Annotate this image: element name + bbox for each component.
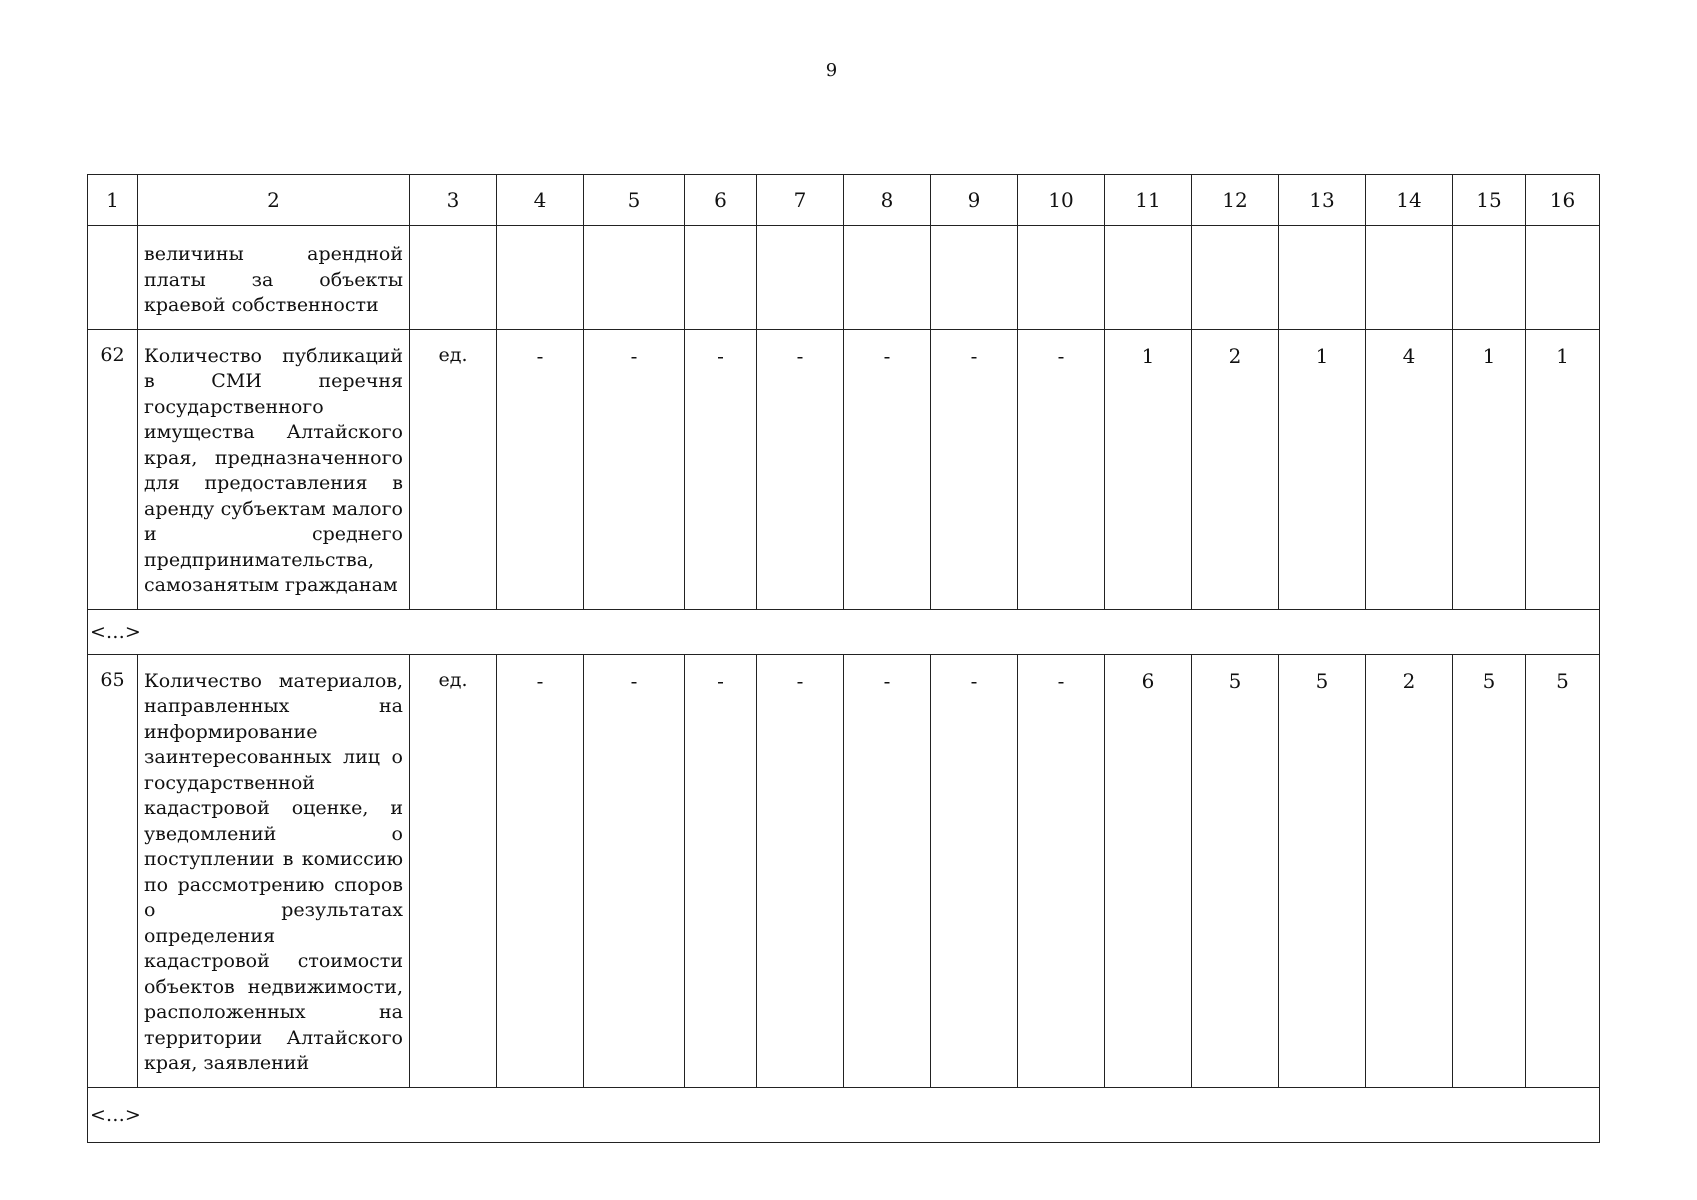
value-cell: -: [844, 654, 931, 1087]
row-number: 65: [88, 654, 138, 1087]
value-cell: -: [584, 654, 685, 1087]
empty-cell: [685, 226, 757, 330]
column-header: 13: [1279, 175, 1366, 226]
page-number: 9: [825, 60, 838, 81]
row-number-cell: [88, 226, 138, 330]
continuation-row: [88, 226, 1600, 330]
omission-marker: <…>: [88, 1087, 1600, 1142]
value-cell: -: [685, 329, 757, 609]
value-cell: -: [497, 329, 584, 609]
empty-cell: [1105, 226, 1192, 330]
empty-cell: [844, 226, 931, 330]
table-row: [88, 329, 1600, 609]
empty-cell: [584, 226, 685, 330]
empty-cell: [1526, 226, 1600, 330]
value-cell: 6: [1105, 654, 1192, 1087]
column-header: 12: [1192, 175, 1279, 226]
value-cell: -: [931, 654, 1018, 1087]
column-header: 7: [757, 175, 844, 226]
value-cell: 1: [1279, 329, 1366, 609]
column-header: 16: [1526, 175, 1600, 226]
value-cell: -: [1018, 329, 1105, 609]
unit-cell: ед.: [410, 654, 497, 1087]
omission-row: [88, 1087, 1600, 1142]
indicator-description: Количество материалов, направленных на информирование заинтересованных лиц о государственной кадастровой оценке, и уведомлений о поступлении в комиссию по рассмотрению споров о результатах определения кадастровой стоимости объектов недвижимости, расположенных на территории Алтайского края, заявлений: [138, 654, 410, 1087]
empty-cell: [757, 226, 844, 330]
omission-row: [88, 609, 1600, 654]
empty-cell: [1018, 226, 1105, 330]
value-cell: 4: [1366, 329, 1453, 609]
header-row: [88, 175, 1600, 226]
value-cell: -: [497, 654, 584, 1087]
column-header: 2: [138, 175, 410, 226]
column-header: 8: [844, 175, 931, 226]
continuation-text: величины арендной платы за объекты краевой собственности: [138, 226, 410, 330]
empty-cell: [931, 226, 1018, 330]
column-header: 6: [685, 175, 757, 226]
value-cell: -: [844, 329, 931, 609]
unit-cell: ед.: [410, 329, 497, 609]
column-header: 3: [410, 175, 497, 226]
empty-cell: [1279, 226, 1366, 330]
value-cell: 5: [1453, 654, 1526, 1087]
column-header: 5: [584, 175, 685, 226]
value-cell: 2: [1366, 654, 1453, 1087]
empty-cell: [410, 226, 497, 330]
row-number: 62: [88, 329, 138, 609]
empty-cell: [1192, 226, 1279, 330]
value-cell: 1: [1453, 329, 1526, 609]
empty-cell: [1453, 226, 1526, 330]
value-cell: 5: [1192, 654, 1279, 1087]
column-header: 15: [1453, 175, 1526, 226]
value-cell: 1: [1105, 329, 1192, 609]
indicator-description: Количество публикаций в СМИ перечня государственного имущества Алтайского края, предназначенного для предоставления в аренду субъектам малого и среднего предпринимательства, самозанятым гражданам: [138, 329, 410, 609]
value-cell: 1: [1526, 329, 1600, 609]
value-cell: -: [584, 329, 685, 609]
column-header: 11: [1105, 175, 1192, 226]
column-header: 10: [1018, 175, 1105, 226]
value-cell: -: [1018, 654, 1105, 1087]
empty-cell: [1366, 226, 1453, 330]
indicators-table: [87, 174, 1600, 1143]
value-cell: -: [685, 654, 757, 1087]
column-header: 1: [88, 175, 138, 226]
value-cell: -: [757, 654, 844, 1087]
value-cell: -: [757, 329, 844, 609]
column-header: 9: [931, 175, 1018, 226]
column-header: 14: [1366, 175, 1453, 226]
empty-cell: [497, 226, 584, 330]
value-cell: 5: [1526, 654, 1600, 1087]
column-header: 4: [497, 175, 584, 226]
table-row: [88, 654, 1600, 1087]
value-cell: 2: [1192, 329, 1279, 609]
value-cell: -: [931, 329, 1018, 609]
value-cell: 5: [1279, 654, 1366, 1087]
omission-marker: <…>: [88, 609, 1600, 654]
